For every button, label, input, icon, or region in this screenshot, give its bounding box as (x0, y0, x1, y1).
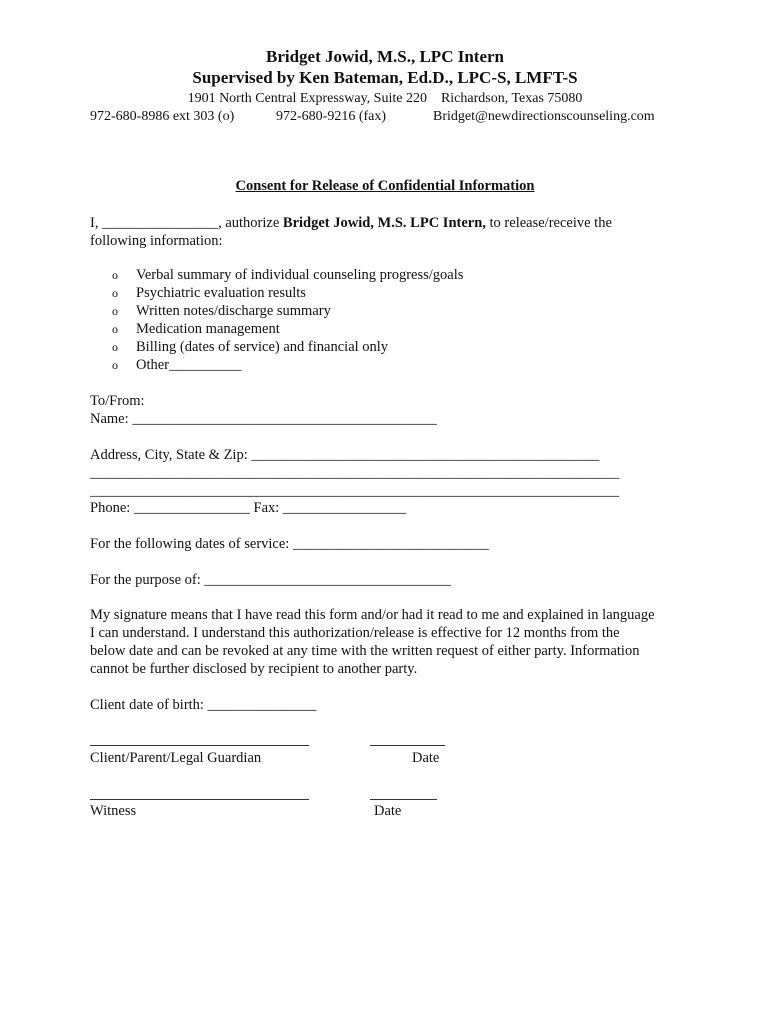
client-signature-label: Client/Parent/Legal Guardian (90, 750, 262, 766)
option-label: Medication management (136, 321, 280, 337)
street-address: 1901 North Central Expressway, Suite 220 (187, 91, 427, 106)
form-title: Consent for Release of Confidential Information (235, 178, 535, 194)
list-item[interactable] (112, 338, 463, 356)
name-field[interactable]: Name: __________________________________________ (90, 411, 437, 427)
consent-paragraph (90, 606, 690, 678)
bullet-circle-icon: o (112, 268, 118, 282)
authorize-line-2: following information: (90, 233, 223, 249)
city-state-zip: Richardson, Texas 75080 (440, 91, 583, 106)
address-field[interactable]: Address, City, State & Zip: ________________________________________________ (90, 447, 600, 463)
office-phone: 972-680-8986 ext 303 (o) (90, 109, 235, 124)
list-item[interactable] (112, 302, 463, 320)
authorize-prefix: I, ________________, authorize (90, 215, 283, 231)
address-line (0, 90, 770, 108)
bullet-circle-icon: o (112, 340, 118, 354)
bullet-circle-icon: o (112, 286, 118, 300)
paragraph-line: cannot be further disclosed by recipient to another party. (90, 661, 418, 677)
authorize-line (90, 214, 612, 232)
phone-fax-field[interactable]: Phone: ________________ Fax: _________________ (90, 500, 407, 516)
authorized-name: Bridget Jowid, M.S. LPC Intern, (282, 215, 486, 231)
witness-date-line[interactable] (370, 799, 437, 800)
bullet-circle-icon: o (112, 358, 118, 372)
authorize-suffix: to release/receive the (485, 215, 612, 231)
list-item[interactable] (112, 356, 463, 374)
address-field-line-2[interactable]: _________________________________________________________________________ (90, 465, 620, 481)
option-label: Other__________ (136, 357, 242, 373)
option-label: Billing (dates of service) and financial only (136, 339, 389, 355)
witness-signature-line[interactable] (90, 799, 309, 800)
to-from-label: To/From: (90, 393, 145, 409)
dates-of-service-field[interactable]: For the following dates of service: ___________________________ (90, 536, 489, 552)
information-options-list (112, 266, 463, 374)
purpose-field[interactable]: For the purpose of: __________________________________ (90, 572, 451, 588)
paragraph-line: My signature means that I have read this form and/or had it read to me and explained in language (90, 607, 655, 623)
paragraph-line: I can understand. I understand this authorization/release is effective for 12 months from the (90, 625, 620, 641)
bullet-circle-icon: o (112, 304, 118, 318)
list-item[interactable] (112, 266, 463, 284)
client-date-label: Date (412, 750, 440, 766)
paragraph-line: below date and can be revoked at any time with the written request of either party. Information (90, 643, 640, 659)
client-signature-line[interactable] (90, 745, 309, 746)
client-date-line[interactable] (370, 745, 445, 746)
client-dob-field[interactable]: Client date of birth: _______________ (90, 697, 317, 713)
email-address: Bridget@newdirectionscounseling.com (433, 109, 655, 124)
bullet-circle-icon: o (112, 322, 118, 336)
practitioner-name: Bridget Jowid, M.S., LPC Intern (266, 47, 504, 66)
option-label: Psychiatric evaluation results (136, 285, 306, 301)
supervisor-line: Supervised by Ken Bateman, Ed.D., LPC-S, LMFT-S (192, 68, 578, 87)
fax-number: 972-680-9216 (fax) (276, 109, 387, 124)
witness-label: Witness (90, 803, 137, 819)
witness-date-label: Date (374, 803, 402, 819)
option-label: Verbal summary of individual counseling progress/goals (136, 267, 464, 283)
list-item[interactable] (112, 284, 463, 302)
address-field-line-3[interactable]: _________________________________________________________________________ (90, 483, 620, 499)
option-label: Written notes/discharge summary (136, 303, 331, 319)
list-item[interactable] (112, 320, 463, 338)
